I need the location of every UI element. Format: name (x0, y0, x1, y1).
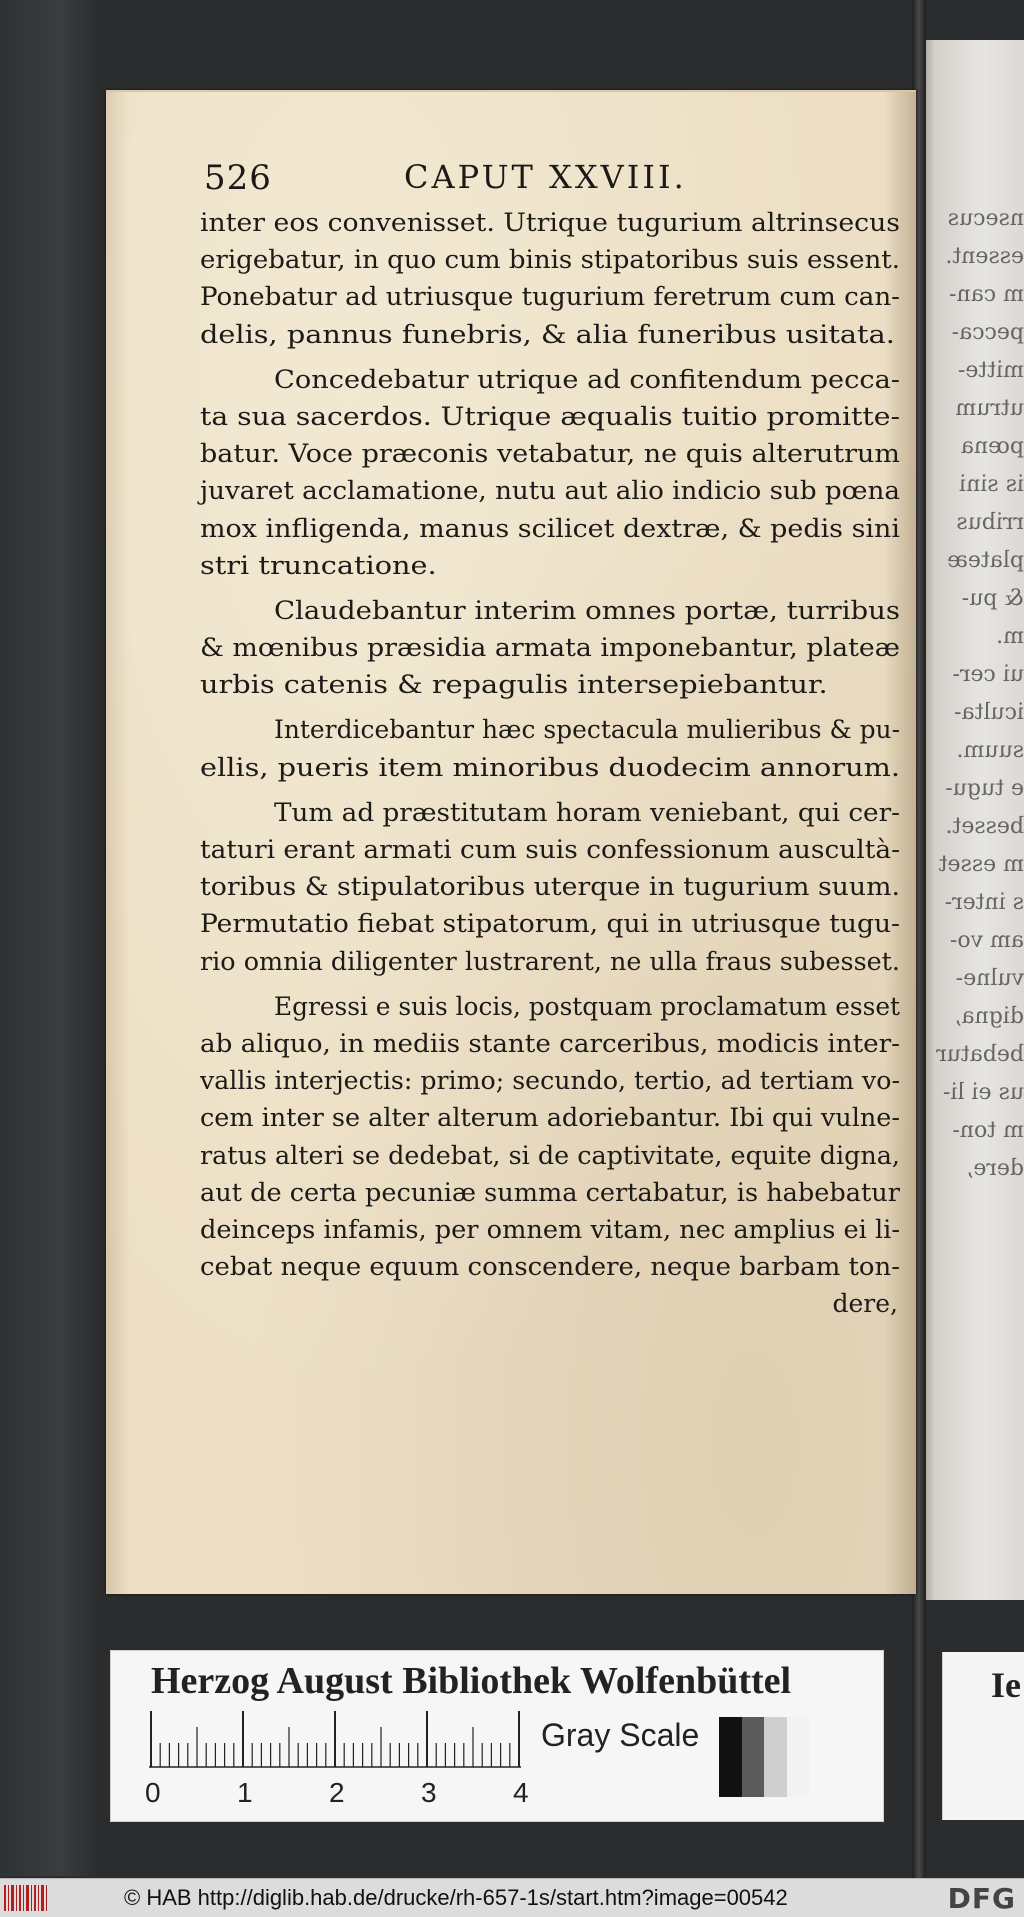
text-line: inter eos convenisset. Utrique tugurium altrinsecus (200, 208, 901, 237)
ghost-line: besset. (945, 814, 1024, 839)
gray-swatch (764, 1717, 787, 1797)
viewer-footer (0, 1878, 1024, 1917)
ghost-line: iculta- (954, 700, 1024, 725)
text-line: juvaret acclamatione, nutu aut alio indicio sub pœna (200, 476, 900, 506)
text-line: ratus alteri se dedebat, si de captivitate, equite digna, (200, 1140, 900, 1170)
text-line: cem inter se alter alterum adoriebantur. Ibi qui vulne- (200, 1103, 900, 1133)
ruler-label: 2 (329, 1777, 345, 1808)
catchword: dere, (832, 1289, 898, 1319)
ghost-line: mitte- (957, 358, 1024, 383)
text-line: cebat neque equum conscendere, neque barbam ton- (200, 1252, 900, 1282)
ghost-line: suum. (956, 738, 1024, 763)
ghost-line: is sini (959, 472, 1024, 497)
ruler-label: 0 (145, 1777, 161, 1808)
card-title: Herzog August Bibliothek Wolfenbüttel (151, 1660, 792, 1702)
color-calibration-card (110, 1650, 884, 1822)
ghost-line: nsecus (947, 206, 1024, 231)
text-line: taturi erant armati cum suis confessionum auscultà- (200, 835, 900, 864)
adjacent-card-title: Ie (991, 1665, 1021, 1705)
text-line: Ponebatur ad utriusque tugurium feretrum cum can- (200, 282, 900, 312)
adjacent-color-card (942, 1652, 1024, 1820)
text-line: deinceps infamis, per omnem vitam, nec amplius ei li- (200, 1214, 900, 1244)
text-line: erigebatur, in quo cum binis stipatoribus suis essent. (200, 245, 900, 275)
gray-swatch (787, 1717, 810, 1797)
ghost-line: m. (996, 624, 1024, 649)
text-line: ta sua sacerdos. Utrique æqualis tuitio promitte- (200, 401, 900, 431)
gray-swatch (742, 1717, 765, 1797)
ghost-line: ui cer- (952, 662, 1024, 687)
ghost-line: us ei li- (942, 1080, 1024, 1105)
text-line: mox infligenda, manus scilicet dextræ, & pedis sini (200, 513, 901, 543)
ghost-line: am vo- (949, 928, 1024, 953)
scan-background-left (0, 0, 100, 1876)
gray-swatches (719, 1717, 809, 1797)
ghost-line: bebatur (936, 1042, 1024, 1067)
ghost-line: s inter- (944, 890, 1024, 915)
text-line: ab aliquo, in mediis stante carceribus, modicis inter- (200, 1028, 900, 1058)
running-head (200, 158, 900, 198)
ghost-line: digna, (954, 1004, 1024, 1029)
text-line: urbis catenis & repagulis intersepiebantur. (200, 670, 828, 700)
ghost-line: & pu- (961, 586, 1024, 611)
ruler-label: 1 (237, 1777, 253, 1808)
ghost-line: plateæ (947, 548, 1024, 573)
ghost-line: pecca- (951, 320, 1024, 345)
text-line: & mœnibus præsidia armata imponebantur, plateæ (200, 633, 900, 663)
scale-ruler (149, 1711, 529, 1769)
ghost-line: m esset (938, 852, 1024, 877)
text-line: batur. Voce præconis vetabatur, ne quis alterutrum (200, 439, 900, 469)
body-text (200, 204, 900, 1322)
ghost-line: utrum (955, 396, 1024, 421)
text-line: stri truncatione. (200, 550, 437, 580)
page-number: 526 (204, 158, 272, 198)
ghost-line: rribus (956, 510, 1024, 535)
text-line: toribus & stipulatoribus uterque in tugurium suum. (200, 872, 900, 902)
dfg-logo: DFG (947, 1882, 1016, 1915)
ruler-label: 4 (513, 1777, 529, 1808)
text-line: rio omnia diligenter lustrarent, ne ulla fraus subesset. (200, 946, 900, 976)
text-line: aut de certa pecuniæ summa certabatur, is habebatur (200, 1177, 901, 1207)
barcode-icon (4, 1885, 48, 1911)
text-line: Egressi e suis locis, postquam proclamatum esset (274, 991, 900, 1021)
copyright-link[interactable]: © HAB http://diglib.hab.de/drucke/rh-657-1s/start.htm?image=00542 (124, 1885, 788, 1910)
ghost-line: pœna (960, 434, 1024, 459)
text-line: Interdicebantur hæc spectacula mulieribus & pu- (274, 715, 900, 745)
chapter-heading: CAPUT XXVIII. (404, 158, 687, 196)
ghost-line: e tugu- (945, 776, 1024, 801)
ruler-label: 3 (421, 1777, 437, 1808)
text-line: Concedebatur utrique ad confitendum pecca- (274, 364, 900, 394)
ghost-line: m can- (949, 282, 1024, 307)
ghost-line: essent. (945, 244, 1024, 269)
ghost-line: m ton- (952, 1118, 1024, 1143)
adjacent-page-bleed-text (936, 200, 1024, 1188)
ghost-line: dere, (966, 1156, 1024, 1181)
gray-scale-label: Gray Scale (541, 1717, 700, 1753)
text-line: Tum ad præstitutam horam veniebant, qui cer- (274, 797, 900, 827)
gray-swatch (719, 1717, 742, 1797)
ghost-line: vulne- (955, 966, 1024, 991)
text-line: Permutatio fiebat stipatorum, qui in utriusque tugu- (200, 909, 900, 939)
text-line: ellis, pueris item minoribus duodecim annorum. (200, 752, 900, 782)
text-line: delis, pannus funebris, & alia funeribus usitata. (200, 319, 895, 349)
text-line: vallis interjectis: primo; secundo, tertio, ad tertiam vo- (200, 1066, 900, 1096)
text-line: Claudebantur interim omnes portæ, turribus (274, 595, 900, 625)
